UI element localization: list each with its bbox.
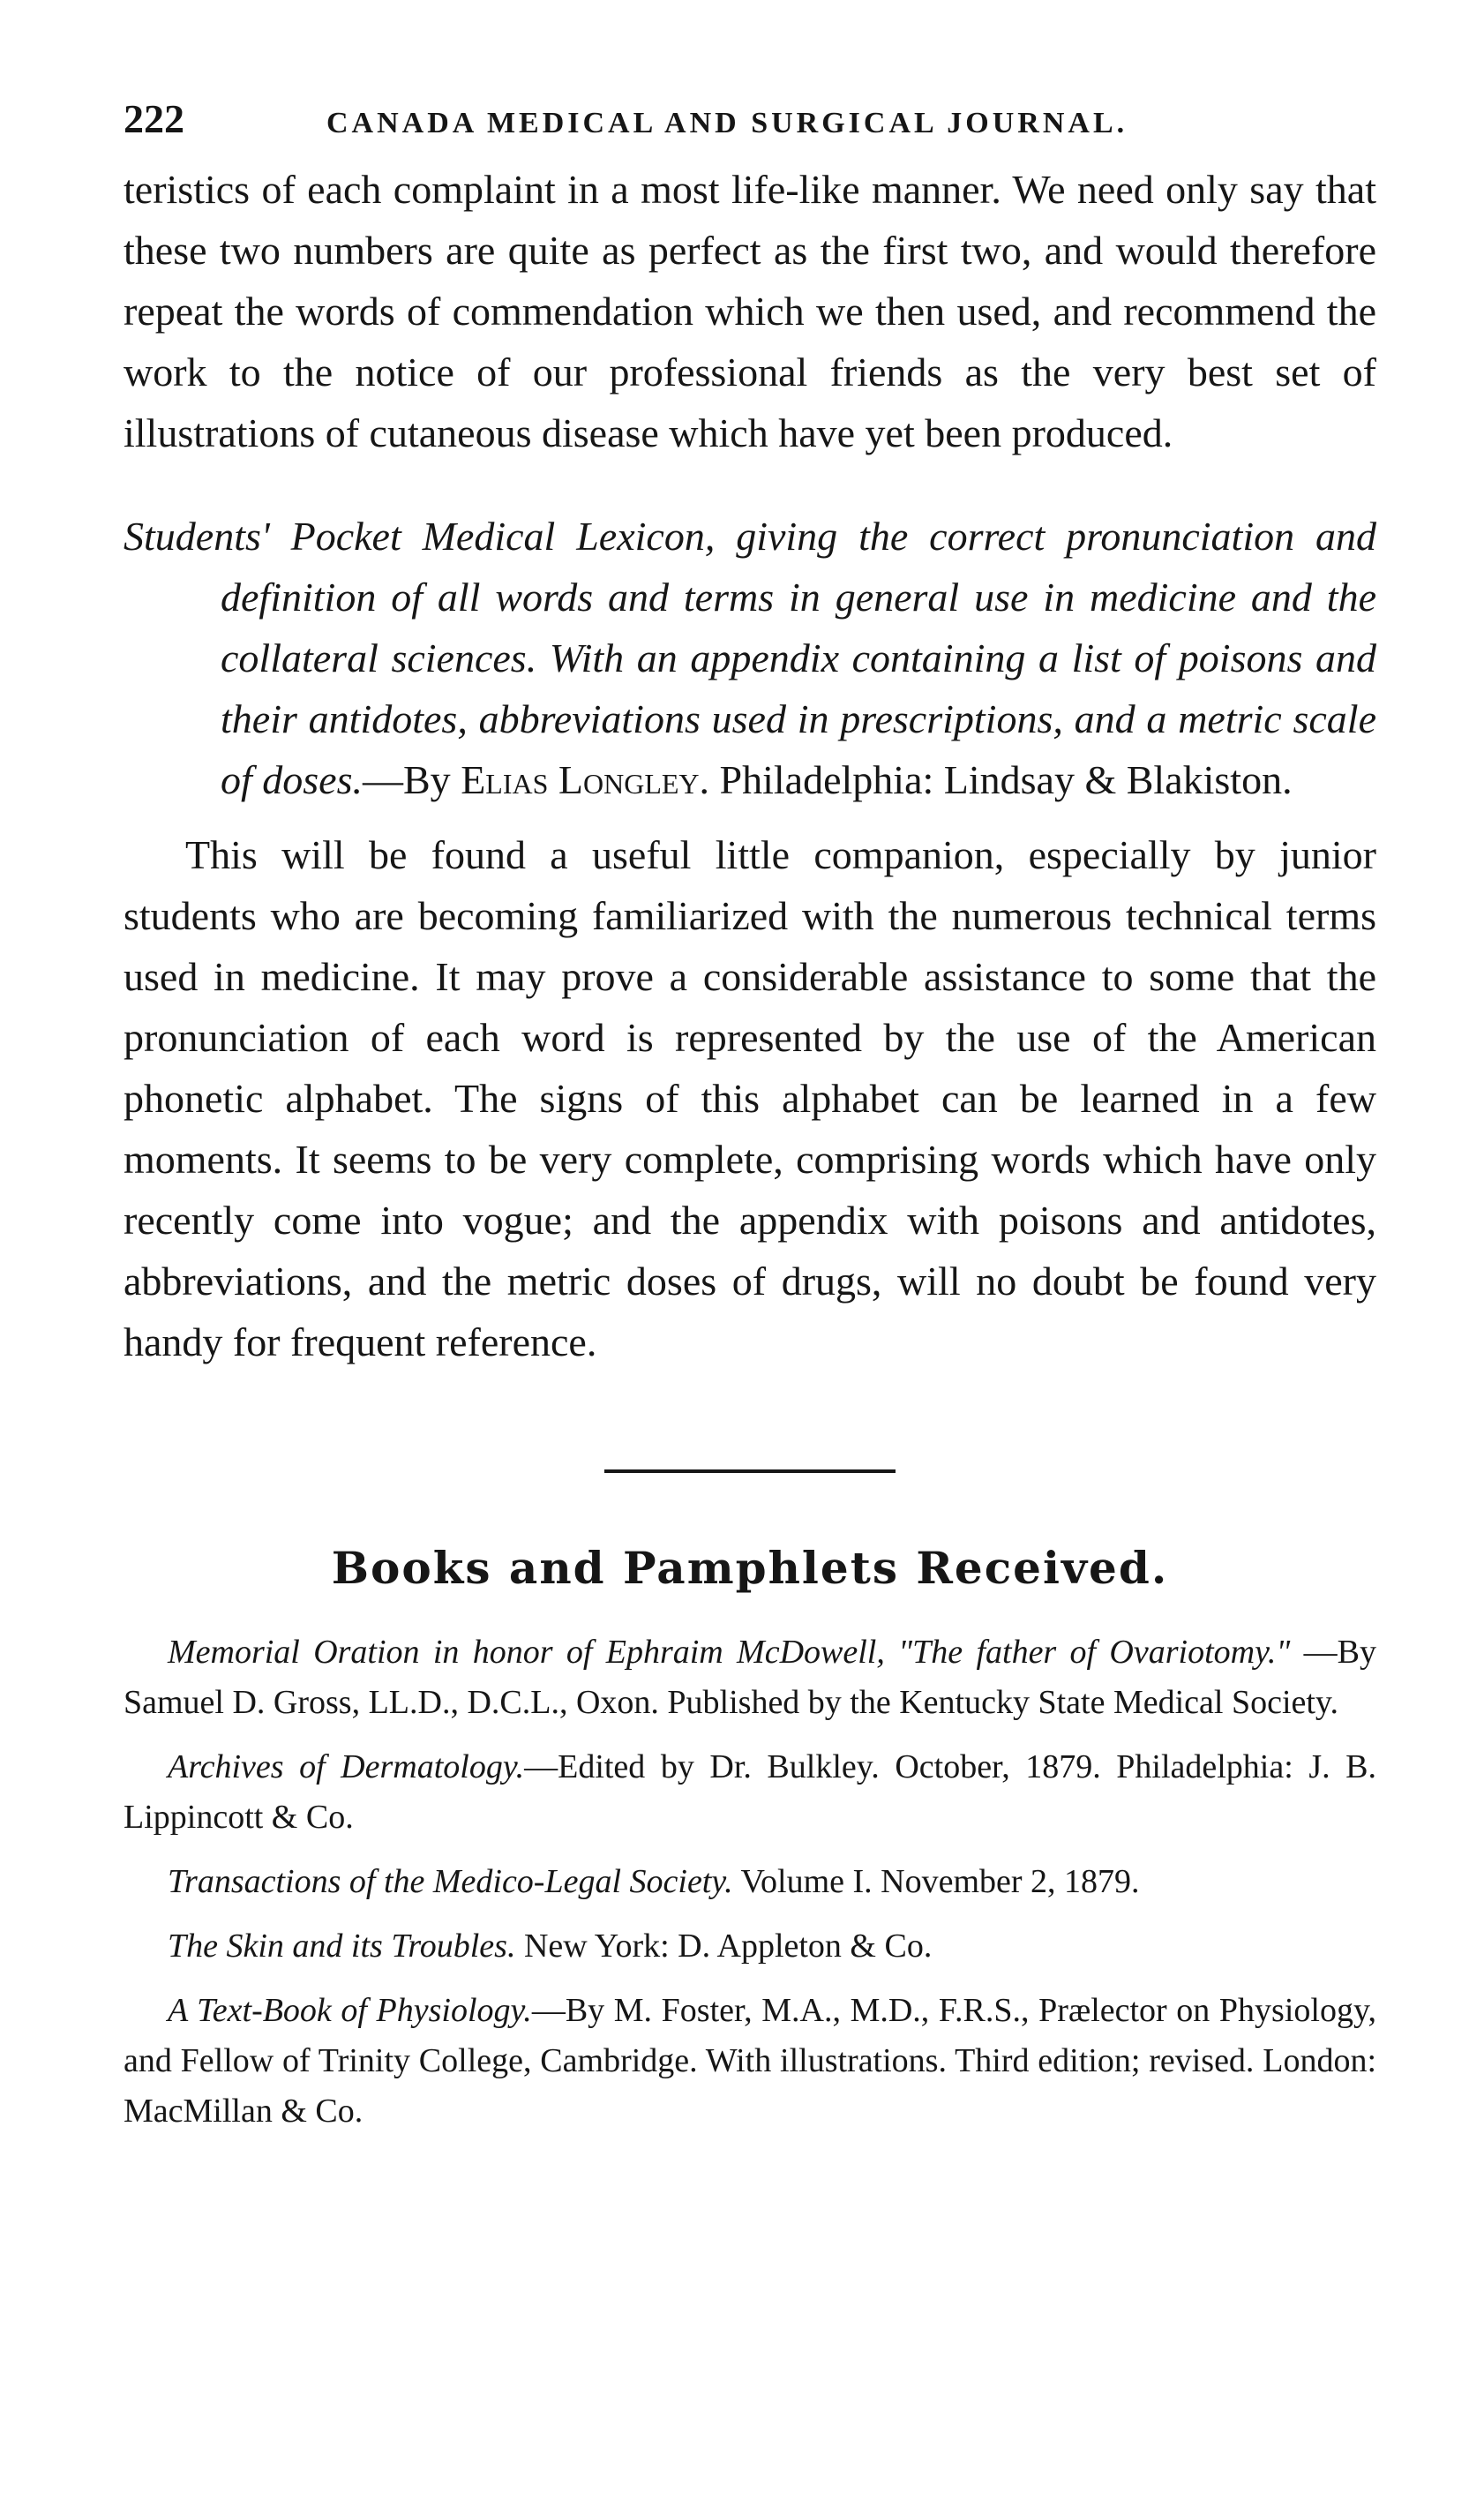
- received-title: Memorial Oration in honor of Ephraim McDowell, "The father of Ovariotomy.": [168, 1634, 1291, 1671]
- book-review: [124, 506, 1376, 1372]
- section-heading: Books and Pamphlets Received.: [331, 1542, 1169, 1594]
- received-details: —By Samuel D. Gross, LL.D., D.C.L., Oxon. Published by the Kentucky State Medical Society.: [124, 1634, 1376, 1721]
- intro-paragraph: teristics of each complaint in a most life-like manner. We need only say that these two numbers are quite as perfect as the first two, and would therefore repeat the words of commendation which we then used, and recommend the work to the notice of our professional friends as the very best set of illustrations of cutaneous disease which have yet been produced.: [124, 167, 1376, 455]
- list-item: [124, 1857, 1376, 1907]
- list-item: [124, 1921, 1376, 1972]
- received-list: [124, 1627, 1376, 2137]
- review-paragraph: This will be found a useful little companion, especially by junior students who are becoming familiarized with the numerous technical terms used in medicine. It may prove a considerable assistance to some that the pronunciation of each word is represented by the use of the American phonetic alphabet. The signs of this alphabet can be learned in a few moments. It seems to be very complete, comprising words which have only recently come into vogue; and the appendix with poisons and antidotes, abbreviations, and the metric doses of drugs, will no doubt be found very handy for frequent reference.: [124, 832, 1376, 1364]
- received-details: —By M. Foster, M.A., M.D., F.R.S., Prælector on Physiology, and Fellow of Trinity College, Cambridge. With illustrations. Third edition; revised. London: MacMillan & Co.: [124, 1992, 1376, 2130]
- page-header: [124, 95, 1376, 159]
- book-by: —By: [363, 757, 451, 802]
- section-divider: [604, 1469, 896, 1473]
- page-number: 222: [124, 96, 184, 141]
- received-details: New York: D. Appleton & Co.: [523, 1928, 933, 1965]
- received-title: The Skin and its Troubles.: [168, 1928, 516, 1965]
- book-entry: [124, 506, 1376, 810]
- received-details: —Edited by Dr. Bulkley. October, 1879. Philadelphia: J. B. Lippincott & Co.: [124, 1748, 1377, 1836]
- list-item: [124, 1986, 1376, 2137]
- book-author: Elias Longley.: [461, 757, 710, 802]
- book-title: Students' Pocket Medical Lexicon, giving the correct pronunciation and definition of all words and terms in general use in medicine and the collateral sciences. With an appendix containing a list of poisons and their antidotes, abbreviations used in prescriptions, and a metric scale of doses.: [124, 514, 1376, 802]
- received-title: A Text-Book of Physiology.: [168, 1992, 532, 2029]
- received-title: Archives of Dermatology.: [168, 1748, 525, 1785]
- list-item: [124, 1742, 1376, 1843]
- book-publisher: Philadelphia: Lindsay & Blakiston.: [719, 757, 1293, 802]
- received-details: Volume I. November 2, 1879.: [740, 1863, 1140, 1900]
- received-title: Transactions of the Medico-Legal Society.: [168, 1863, 733, 1900]
- list-item: [124, 1627, 1376, 1728]
- journal-page: [124, 95, 1376, 2151]
- running-head: CANADA MEDICAL AND SURGICAL JOURNAL.: [326, 107, 1128, 139]
